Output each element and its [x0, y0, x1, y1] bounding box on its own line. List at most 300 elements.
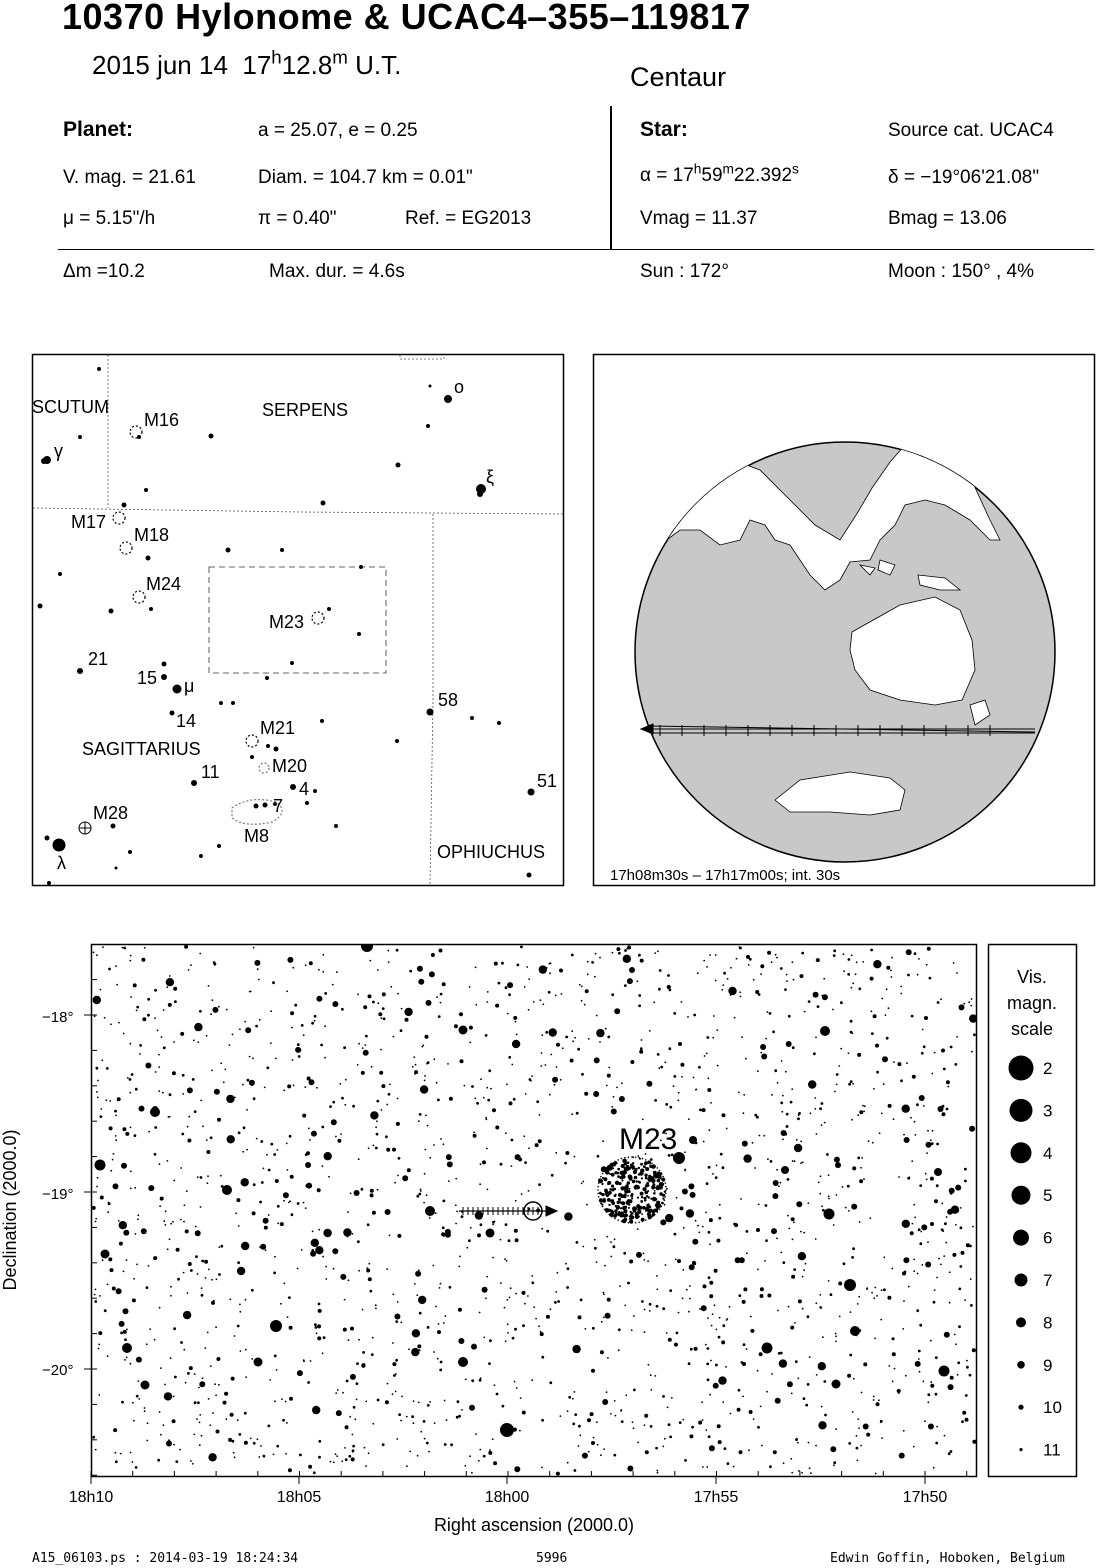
- star-dot: [791, 1393, 793, 1395]
- star-dot: [772, 1193, 778, 1199]
- star-dot: [849, 1354, 852, 1357]
- star-dot: [505, 986, 508, 989]
- bright-star: [824, 1209, 835, 1220]
- star-dot: [682, 1189, 688, 1195]
- star-dot: [133, 983, 137, 987]
- star-dot: [715, 980, 717, 982]
- star-dot: [249, 1080, 255, 1086]
- cluster-boundary-dot: [598, 1182, 600, 1184]
- star-dot: [848, 1083, 851, 1086]
- planet-motion: μ = 5.15"/h: [63, 208, 156, 229]
- star-dot: [311, 1239, 319, 1247]
- star-ra-minutes: 59: [701, 165, 723, 186]
- star-dot: [818, 1421, 826, 1429]
- star-dot: [417, 1455, 419, 1457]
- star-dot: [782, 1261, 785, 1264]
- cluster-boundary-dot: [642, 1158, 644, 1160]
- star-dot: [98, 1348, 100, 1350]
- star-dot: [871, 1032, 874, 1035]
- star-dot: [730, 967, 732, 969]
- star-dot: [790, 1458, 792, 1460]
- star-dot: [792, 1046, 795, 1049]
- star-dot: [469, 1042, 471, 1044]
- star-dot: [367, 1223, 370, 1226]
- star-dot: [882, 1056, 888, 1062]
- star-dot: [415, 1064, 417, 1066]
- planet-diam: Diam. = 104.7 km = 0.01": [258, 167, 473, 188]
- star-dot: [523, 1135, 525, 1137]
- star-dot: [780, 1352, 783, 1355]
- star-dot: [167, 1160, 169, 1162]
- star-dot: [287, 1169, 289, 1171]
- star-dot: [706, 1182, 709, 1185]
- star-dot: [123, 1230, 129, 1236]
- star-dot: [684, 1459, 687, 1462]
- star-dot: [214, 963, 217, 966]
- x-axis-label: Right ascension (2000.0): [433, 1515, 635, 1535]
- star-dot: [883, 1256, 885, 1258]
- star-dot: [345, 1079, 347, 1081]
- cluster-star: [611, 1185, 614, 1188]
- star-dot: [197, 1273, 199, 1275]
- star-dot: [130, 955, 132, 957]
- star-dot: [456, 1211, 458, 1213]
- star-dot: [305, 964, 307, 966]
- star-dot: [273, 1454, 275, 1456]
- star-dot: [689, 1434, 693, 1438]
- bright-star: [122, 1343, 132, 1353]
- minute-unit: m: [332, 46, 348, 68]
- cluster-boundary-dot: [662, 1203, 664, 1205]
- star-dot: [734, 1223, 738, 1227]
- star-dot: [511, 1165, 513, 1167]
- star-dot: [200, 1206, 202, 1208]
- star-dot: [816, 1133, 818, 1135]
- star-dot: [943, 1068, 946, 1071]
- star-dot: [314, 1020, 316, 1022]
- star-dot: [923, 1105, 925, 1107]
- star-dot: [541, 1052, 543, 1054]
- star-dot: [767, 951, 771, 955]
- star-dot: [232, 1440, 235, 1443]
- cluster-star: [620, 1176, 624, 1180]
- bright-star: [486, 1229, 495, 1238]
- star-dot: [604, 1265, 606, 1267]
- star-dot: [743, 1112, 745, 1114]
- star-dot: [182, 1074, 185, 1077]
- star-dot: [267, 1425, 270, 1428]
- star-dot: [137, 1214, 139, 1216]
- star-dot: [828, 1280, 830, 1282]
- star-dot: [957, 1374, 959, 1376]
- star-dot: [136, 1006, 139, 1009]
- star-dot: [316, 996, 322, 1002]
- star-dot: [199, 1010, 202, 1013]
- star-dot: [283, 1192, 289, 1198]
- cluster-star: [641, 1177, 643, 1179]
- star-dot: [607, 1074, 611, 1078]
- star-dot: [859, 1110, 863, 1114]
- star-dot: [195, 1255, 198, 1258]
- star-dot: [623, 1252, 626, 1255]
- star-dot: [555, 1152, 557, 1154]
- star-dot: [565, 1263, 567, 1265]
- star-dot: [792, 961, 794, 963]
- star-dot: [214, 1383, 216, 1385]
- star-dot: [275, 1179, 279, 1183]
- star-dot: [614, 1400, 616, 1402]
- star-dot: [322, 1165, 324, 1167]
- star-dot: [469, 1405, 475, 1411]
- cluster-boundary-dot: [662, 1176, 664, 1178]
- star-dot: [514, 1328, 517, 1331]
- star-dot: [104, 1017, 106, 1019]
- star-dot: [230, 1413, 234, 1417]
- star-dot: [693, 1077, 695, 1079]
- star-dot: [413, 1056, 415, 1058]
- star-dot: [522, 1411, 526, 1415]
- star-dot: [474, 1097, 476, 1099]
- label-xi: ξ: [486, 467, 495, 487]
- star-dot: [241, 1242, 249, 1250]
- star-dot: [359, 565, 363, 569]
- star-dot: [126, 1357, 128, 1359]
- star-dot: [911, 1160, 913, 1162]
- star-dot: [456, 1416, 459, 1419]
- star-dot: [313, 789, 317, 793]
- star-dot: [803, 1269, 805, 1271]
- star-dot: [644, 1331, 646, 1333]
- star-dot: [512, 1040, 520, 1048]
- star-dot: [254, 804, 259, 809]
- star-dot: [641, 1300, 644, 1303]
- star-dot: [819, 1294, 821, 1296]
- star-dot: [369, 1290, 372, 1293]
- star-dot: [739, 946, 741, 948]
- star-dot: [163, 1220, 165, 1222]
- star-dot: [130, 1452, 132, 1454]
- star-dot: [130, 996, 132, 998]
- star-dot: [746, 955, 750, 959]
- star-dot: [725, 1366, 727, 1368]
- cluster-boundary-dot: [598, 1196, 600, 1198]
- star-dot: [699, 1308, 701, 1310]
- star-dot: [973, 1033, 976, 1036]
- star-dot: [962, 1411, 966, 1415]
- label-15: 15: [137, 668, 158, 688]
- star-dot: [107, 1211, 109, 1213]
- star-dot: [275, 1058, 277, 1060]
- star-dot: [341, 1008, 344, 1011]
- star-dot: [749, 1410, 753, 1414]
- star-dot: [777, 1310, 779, 1312]
- star-dot: [531, 1275, 533, 1277]
- star-dot: [852, 1083, 854, 1085]
- star-dot: [199, 854, 203, 858]
- star-dot: [794, 1144, 802, 1152]
- star-dot: [164, 1384, 166, 1386]
- star-dot: [375, 1308, 377, 1310]
- star-dot: [612, 952, 614, 954]
- star-dot: [170, 1295, 172, 1297]
- star-dot: [126, 1329, 128, 1331]
- star-dot: [798, 1112, 801, 1115]
- star-dot: [482, 1287, 488, 1293]
- legend-title: [1007, 967, 1057, 1039]
- cluster-boundary-dot: [621, 1221, 623, 1223]
- star-dot: [251, 1289, 254, 1292]
- star-dot: [115, 1460, 118, 1463]
- star-dot: [900, 986, 902, 988]
- star-dot: [363, 1050, 369, 1056]
- star-dot: [823, 1380, 826, 1383]
- star-dot: [375, 1126, 377, 1128]
- star-dot: [815, 1445, 817, 1447]
- star-dot: [96, 1091, 98, 1093]
- star-dot: [311, 1131, 317, 1137]
- star-dot: [166, 1441, 172, 1447]
- cluster-boundary-dot: [645, 1219, 647, 1221]
- star-dot: [322, 954, 324, 956]
- star-dot: [365, 1465, 367, 1467]
- star-dot: [648, 1364, 650, 1366]
- star-dot: [139, 1044, 142, 1047]
- star-dot: [879, 1132, 881, 1134]
- star-dot: [475, 1004, 477, 1006]
- star-dot: [148, 1265, 150, 1267]
- star-dot: [757, 1426, 760, 1429]
- star-dot: [722, 1166, 725, 1169]
- star-dot: [320, 719, 324, 723]
- star-dot: [746, 1252, 748, 1254]
- cluster-star: [646, 1204, 649, 1207]
- star-dot: [660, 1066, 663, 1069]
- star-dot: [834, 1157, 840, 1163]
- star-dot: [149, 607, 153, 611]
- star-dot: [918, 1350, 921, 1353]
- cluster-star: [645, 1177, 648, 1180]
- star-dot: [502, 1405, 505, 1408]
- star-dot: [581, 1183, 583, 1185]
- star-dot: [181, 1133, 184, 1136]
- star-dot: [109, 1126, 113, 1130]
- star-dot: [772, 1030, 775, 1033]
- star-dot: [377, 969, 379, 971]
- star-dot: [199, 1381, 205, 1387]
- cluster-boundary-dot: [659, 1170, 661, 1172]
- star-dot: [945, 1242, 947, 1244]
- star-dot: [134, 1187, 136, 1189]
- star-dot: [184, 945, 188, 949]
- star-dot: [660, 1219, 666, 1225]
- star-dot: [314, 1015, 317, 1018]
- star-dot: [668, 1047, 671, 1050]
- star-dot: [961, 1251, 965, 1255]
- star-dot: [584, 1092, 588, 1096]
- star-dot: [667, 1407, 669, 1409]
- star-dot: [276, 1445, 279, 1448]
- star-dot: [766, 1391, 768, 1393]
- star-dot: [397, 1301, 399, 1303]
- star-dot: [476, 1102, 479, 1105]
- star-dot: [835, 1162, 841, 1168]
- star-dot: [352, 1451, 354, 1453]
- star-dot: [915, 1361, 921, 1367]
- star-dot: [723, 972, 726, 975]
- star-dot: [807, 1315, 810, 1318]
- star-dot: [971, 998, 973, 1000]
- star-dot: [667, 974, 670, 977]
- star-dot: [335, 1136, 337, 1138]
- cluster-boundary-dot: [635, 1222, 637, 1224]
- star-dot: [290, 661, 294, 665]
- star-dot: [564, 1212, 572, 1220]
- star-dot: [41, 458, 47, 464]
- star-dot: [963, 1003, 965, 1005]
- star-dot: [250, 755, 254, 759]
- star-dot: [616, 1087, 618, 1089]
- star-dot: [644, 1424, 646, 1426]
- star-dot: [677, 1259, 681, 1263]
- star-dot: [712, 1313, 714, 1315]
- cluster-star: [627, 1181, 630, 1184]
- star-dot: [515, 1021, 517, 1023]
- legend-label: 7: [1043, 1271, 1053, 1290]
- star-dot: [959, 1004, 965, 1010]
- star-dot: [217, 1118, 221, 1122]
- star-dot: [781, 1060, 783, 1062]
- star-dot: [115, 1452, 117, 1454]
- hour-unit: h: [271, 46, 282, 68]
- cluster-star: [615, 1194, 617, 1196]
- star-dot: [210, 1365, 212, 1367]
- star-dot: [902, 1272, 906, 1276]
- star-dot: [379, 1071, 383, 1075]
- star-dot: [794, 1322, 796, 1324]
- star-dot: [560, 1415, 562, 1417]
- star-dot: [718, 1217, 721, 1220]
- star-dot: [172, 1221, 174, 1223]
- star-dot: [767, 1294, 771, 1298]
- cluster-boundary-dot: [608, 1214, 610, 1216]
- star-dot: [684, 1170, 686, 1172]
- star-dot: [444, 1443, 447, 1446]
- footer-number: 5996: [536, 1551, 568, 1566]
- cluster-star: [648, 1175, 651, 1178]
- star-dot: [950, 1046, 953, 1049]
- legend-label: 4: [1043, 1143, 1053, 1163]
- star-dot: [204, 1260, 208, 1264]
- star-dot: [336, 971, 338, 973]
- star-dot: [927, 1241, 929, 1243]
- star-dot: [147, 1422, 149, 1424]
- star-dot: [743, 1094, 745, 1096]
- star-dot: [820, 1175, 822, 1177]
- star-dot: [904, 1137, 910, 1143]
- star-dot: [163, 1009, 165, 1011]
- star-dot: [154, 1126, 157, 1129]
- star-dot: [753, 979, 755, 981]
- star-dot: [239, 1028, 241, 1030]
- cluster-star: [644, 1207, 646, 1209]
- cluster-boundary-dot: [665, 1182, 667, 1184]
- star-dot: [707, 1317, 709, 1319]
- star-dot: [197, 1401, 200, 1404]
- star-dot: [188, 969, 190, 971]
- star-dot: [364, 1447, 366, 1449]
- star-dot: [950, 1450, 953, 1453]
- finder-labels: [32, 377, 557, 873]
- label-scutum: SCUTUM: [32, 397, 109, 417]
- star-dot: [482, 1160, 486, 1164]
- star-dot: [686, 1209, 694, 1217]
- star-dot: [535, 1143, 539, 1147]
- star-dot: [972, 1440, 976, 1444]
- star-dot: [629, 1260, 633, 1264]
- star-dot: [887, 1296, 891, 1300]
- star-dot: [835, 1335, 837, 1337]
- star-dot: [843, 1262, 846, 1265]
- cluster-star: [654, 1199, 657, 1202]
- star-dot: [943, 1255, 945, 1257]
- star-dot: [956, 972, 958, 974]
- star-dot: [206, 1139, 208, 1141]
- star-dot: [526, 966, 528, 968]
- star-dot: [419, 1113, 422, 1116]
- star-dot: [426, 1000, 432, 1006]
- star-dot: [426, 424, 430, 428]
- star-dot: [167, 1248, 169, 1250]
- star-dot: [216, 1430, 220, 1434]
- star-dot: [650, 1389, 652, 1391]
- star-dot: [621, 1082, 623, 1084]
- star-dot: [767, 1158, 769, 1160]
- star-dot: [808, 1442, 810, 1444]
- star-dot: [858, 1427, 860, 1429]
- star-dot: [610, 1256, 612, 1258]
- star-dot: [810, 1112, 812, 1114]
- star-dot: [610, 1241, 612, 1243]
- star-dot: [397, 1175, 399, 1177]
- star-dot: [654, 1190, 656, 1192]
- star-dot: [413, 1422, 415, 1424]
- star-dot: [269, 1379, 271, 1381]
- star-dot: [713, 1015, 715, 1017]
- star-dot: [730, 994, 732, 996]
- cluster-star: [651, 1178, 656, 1183]
- star-dot: [550, 1054, 552, 1056]
- star-dot: [594, 1239, 596, 1241]
- star-dot: [238, 1131, 241, 1134]
- cluster-star: [601, 1183, 603, 1185]
- star-dot: [546, 1315, 550, 1319]
- star-dot: [123, 947, 126, 950]
- star-dot: [205, 1277, 207, 1279]
- star-dot: [348, 1279, 350, 1281]
- star-dot: [627, 1466, 633, 1472]
- cluster-star: [630, 1164, 634, 1168]
- cluster-star: [651, 1185, 655, 1189]
- star-dot: [572, 1345, 580, 1353]
- star-dot: [822, 1336, 824, 1338]
- star-dot: [511, 1064, 513, 1066]
- star-dot: [559, 969, 563, 973]
- star-dot: [638, 1004, 641, 1007]
- star-dot: [58, 572, 62, 576]
- star-dot: [183, 1272, 185, 1274]
- star-dot: [202, 1377, 204, 1379]
- star-dot: [934, 1052, 936, 1054]
